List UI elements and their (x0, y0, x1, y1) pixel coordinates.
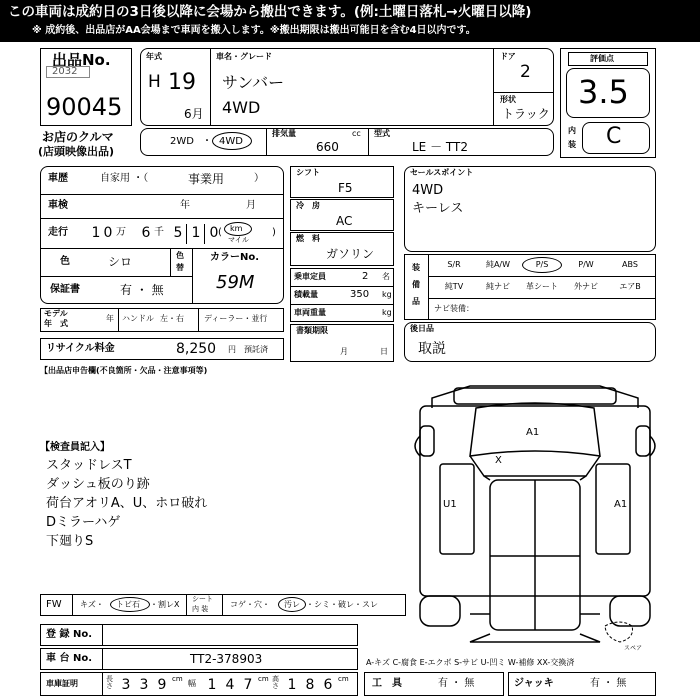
fuel-value: ガソリン (326, 247, 375, 261)
interior-label-1: 内 (568, 126, 576, 135)
mileage-man: 万 (116, 227, 126, 238)
equipment-item: エアB (619, 282, 641, 291)
interior-value: C (606, 124, 622, 149)
year-era: H (148, 72, 161, 92)
registration-label: 登 録 No. (46, 629, 93, 640)
jack-label: ジャッキ (514, 678, 554, 689)
capacity-label: 乗車定員 (294, 272, 326, 281)
weight-label: 車両重量 (294, 308, 326, 317)
inspector-note: 荷台アオリA、U、ホロ破れ (46, 496, 208, 511)
tools-value: 有 ・ 無 (438, 678, 475, 689)
type-label: 型式 (374, 129, 390, 138)
after-items-value: 取説 (418, 341, 446, 357)
damage-mark: U1 (443, 499, 457, 510)
handle-value: 左・右 (160, 314, 184, 323)
warranty-value: 有 ・ 無 (120, 283, 164, 297)
shift-value: F5 (338, 181, 353, 195)
seat-label-2: 内 装 (192, 605, 209, 613)
cert-digit: 6 (323, 677, 333, 693)
mileage-digit: 0 (103, 225, 113, 241)
mileage-digit: 5 (173, 225, 183, 241)
color-label: 色 (60, 256, 70, 267)
lot-number: 90045 (46, 93, 123, 121)
inspection-label: 車検 (48, 200, 68, 211)
mileage-digit: 1 (191, 225, 201, 241)
cert-digit: 8 (305, 677, 315, 693)
year-label: 年式 (146, 52, 162, 61)
shop-caption: お店のクルマ (42, 130, 114, 144)
aircon-value: AC (336, 214, 353, 228)
mileage-mile: マイル (228, 236, 249, 244)
equipment-label-1: 装 (412, 263, 420, 272)
model-year-label-1: モデル (44, 309, 68, 318)
model-name: サンバー (222, 73, 285, 92)
recycle-deposit: 預託済 (244, 345, 268, 354)
docs-label: 書類期限 (296, 326, 328, 335)
mileage-paren-close: ) (272, 227, 276, 238)
damage-mark: A1 (526, 427, 540, 438)
history-label: 車歴 (48, 173, 68, 184)
drive-dot: ・ (202, 136, 212, 147)
aircon-label: 冷 房 (296, 201, 320, 210)
displacement-value: 660 (316, 140, 339, 154)
tools-label: 工 具 (372, 678, 402, 689)
displacement-label: 排気量 (272, 129, 296, 138)
warranty-label: 保証書 (50, 284, 80, 295)
damage-legend: A-キズ C-腐食 E-エクボ S-サビ U-凹ミ W-補修 XX-交換済 (366, 658, 575, 667)
shape-value: トラック (502, 107, 550, 121)
notes-header: 【出品店申告欄(不良箇所・欠品・注意事項等) (40, 366, 208, 375)
equipment-item: ABS (622, 260, 638, 269)
shop-caption-sub: (店頭映像出品) (38, 145, 115, 158)
color-change-2: 替 (176, 263, 184, 272)
drive-2wd: 2WD (170, 136, 194, 147)
cert-unit: cm (172, 675, 183, 683)
mileage-sen: 千 (154, 227, 164, 238)
inspector-note: Dミラーハゲ (46, 515, 121, 530)
history-options: 自家用 ・（ (100, 173, 149, 184)
cert-unit: cm (258, 675, 269, 683)
navi-label: ナビ装備： (434, 304, 474, 313)
header-subnotice: ※ 成約後、出品店がAA会場まで車両を搬入します。※搬出期限は搬出可能日を含む4日以内です。 (32, 25, 476, 36)
model-year-label-2: 年 式 (44, 319, 68, 328)
cert-digit: 1 (287, 677, 297, 693)
recycle-label: リサイクル料金 (46, 343, 115, 354)
year-month: 6月 (184, 107, 204, 121)
docs-day-unit: 日 (380, 347, 388, 356)
cert-digit: 9 (157, 677, 167, 693)
inspection-year-unit: 年 (180, 200, 190, 211)
cert-digit: 1 (207, 677, 217, 693)
model-year-unit: 年 (106, 314, 114, 323)
interior-label-2: 装 (568, 140, 576, 149)
inspector-header: 【検査員記入】 (40, 442, 110, 453)
docs-month-unit: 月 (340, 347, 348, 356)
damage-mark: A1 (614, 499, 628, 510)
color-value: シロ (108, 255, 133, 269)
mileage-label: 走行 (48, 227, 68, 238)
equipment-item: 純A/W (485, 260, 511, 269)
score-value: 3.5 (578, 73, 629, 111)
fw-items: キズ・ (80, 600, 104, 609)
capacity-unit: 名 (382, 272, 390, 281)
equipment-label-3: 品 (412, 297, 420, 306)
color-code: 59M (216, 272, 255, 293)
spare-label: スペア (624, 645, 643, 652)
equipment-item: P/W (578, 260, 594, 269)
equipment-item: 純ナビ (486, 282, 510, 291)
type-value: LE － TT2 (412, 140, 468, 154)
fw-tobi: トビ石 (116, 600, 140, 609)
jack-value: 有 ・ 無 (590, 678, 627, 689)
year-value: 19 (168, 70, 196, 95)
cert-digit: 4 (225, 677, 235, 693)
seat-rest: ・シミ・破レ・スレ (306, 600, 378, 609)
weight-unit: kg (382, 308, 392, 317)
chassis-label: 車 台 No. (46, 653, 93, 664)
drive-4wd: 4WD (219, 136, 243, 147)
doors-value: 2 (520, 62, 531, 82)
after-items-label: 後日品 (410, 324, 434, 333)
doors-label: ドア (500, 52, 516, 61)
seat-yogore: 汚レ (284, 600, 300, 609)
color-code-label: カラーNo. (210, 252, 260, 263)
history-value: 事業用 (188, 172, 225, 186)
load-unit: kg (382, 290, 392, 299)
handle-label: ハンドル (122, 314, 154, 323)
equipment-label-2: 備 (412, 280, 420, 289)
chassis-value: TT2-378903 (190, 652, 263, 666)
damage-mark: X (495, 455, 502, 466)
sales-point-line-1: 4WD (412, 183, 444, 198)
equipment-item: 革シート (526, 282, 558, 291)
mileage-km: km (230, 224, 243, 233)
load-value: 350 (350, 289, 370, 300)
history-close: ） (254, 173, 264, 184)
shape-label: 形状 (500, 95, 516, 104)
sales-point-label: セールスポイント (410, 168, 474, 177)
lot-number-label: 出品No. (52, 51, 111, 69)
mileage-digit: 6 (141, 225, 151, 241)
mileage-digit: 0 (209, 225, 219, 241)
dealer-import: ディーラー・並行 (204, 314, 268, 323)
model-grade: 4WD (222, 98, 261, 117)
equipment-item: P/S (535, 260, 549, 269)
inspection-month-unit: 月 (246, 200, 256, 211)
car-damage-diagram (410, 376, 660, 646)
lot-tag-text: 2032 (52, 66, 78, 77)
mileage-digit: 1 (91, 225, 101, 241)
seat-items: コゲ・穴・ (230, 600, 270, 609)
fw-rest: ・割レX (150, 600, 180, 609)
cert-len-label: 長さ (106, 675, 113, 690)
recycle-value: 8,250 (176, 341, 217, 357)
cert-label: 車庫証明 (46, 679, 78, 688)
cert-digit: 7 (243, 677, 253, 693)
recycle-unit: 円 (228, 345, 236, 354)
fw-label: FW (46, 599, 62, 610)
cert-digit: 3 (139, 677, 149, 693)
inspector-note: 下廻りS (46, 534, 94, 549)
fuel-label: 燃 料 (296, 234, 320, 243)
score-label: 評価点 (590, 54, 614, 63)
cert-hgt-label: 高さ (272, 675, 279, 690)
seat-label-1: シート (192, 595, 213, 603)
cert-wid-label: 幅 (188, 679, 196, 688)
header-notice: この車両は成約日の3日後以降に会場から搬出できます。(例:土曜日落札→火曜日以降) (8, 4, 532, 20)
inspector-note: スタッドレスT (46, 458, 132, 473)
load-label: 積載量 (294, 290, 318, 299)
model-label: 車名・グレード (216, 52, 272, 61)
equipment-item: 純TV (444, 282, 464, 291)
capacity-value: 2 (362, 271, 369, 282)
sales-point-line-2: キーレス (412, 201, 464, 216)
color-change-1: 色 (176, 251, 184, 260)
displacement-unit: cc (352, 129, 361, 138)
inspector-note: ダッシュ板のり跡 (46, 477, 150, 492)
equipment-item: S/R (447, 260, 461, 269)
shift-label: シフト (296, 168, 320, 177)
cert-digit: 3 (121, 677, 131, 693)
equipment-item: 外ナビ (574, 282, 598, 291)
cert-unit: cm (338, 675, 349, 683)
mileage-paren-open: ( (218, 227, 222, 238)
